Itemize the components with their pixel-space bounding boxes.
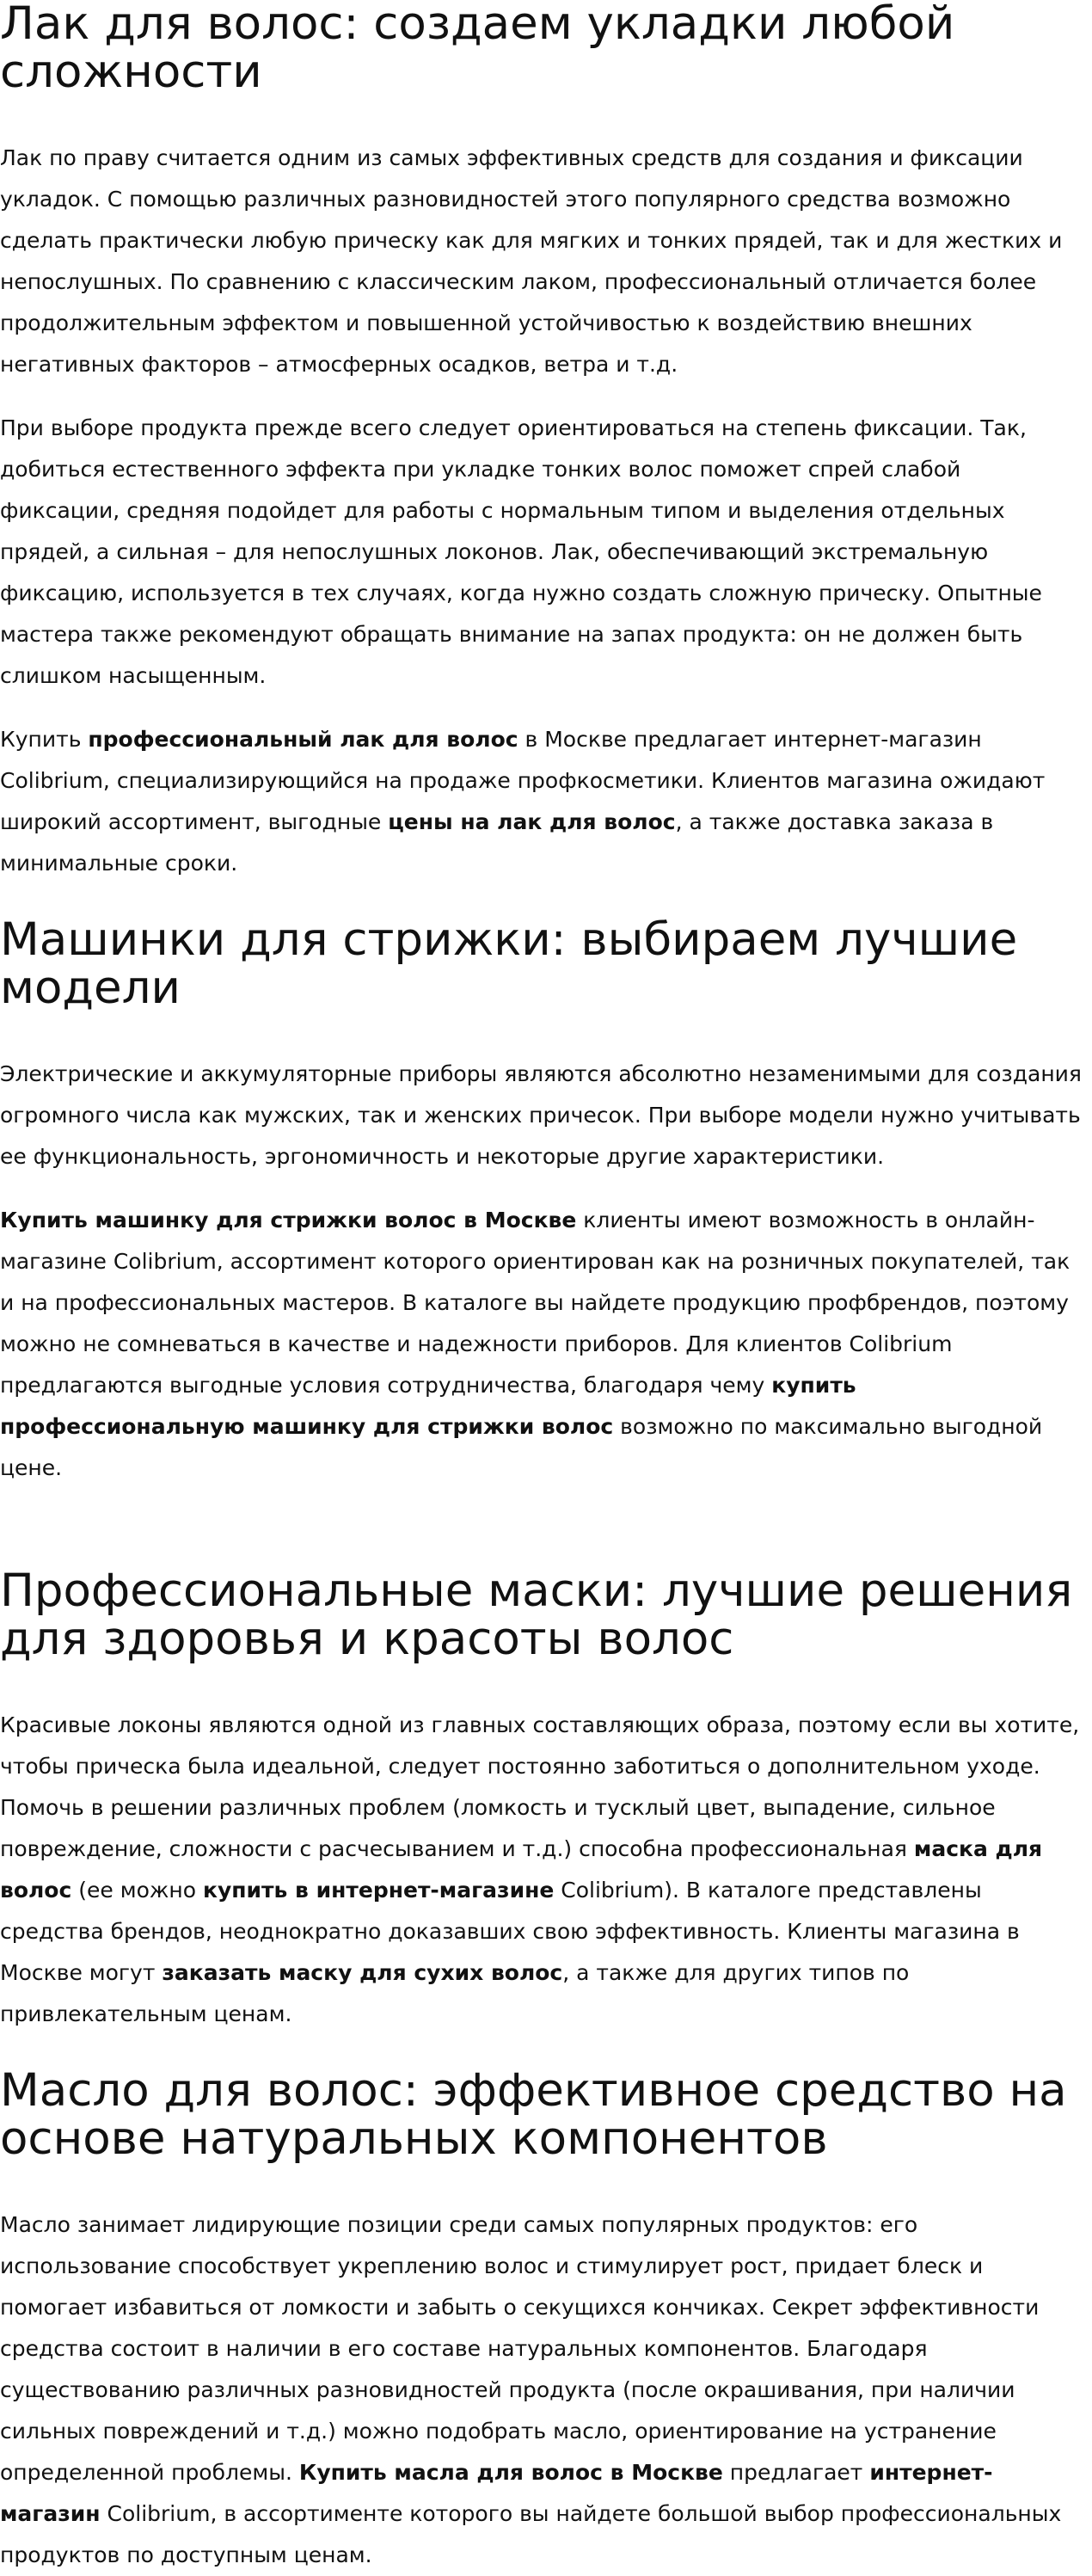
keyword-bold: купить профессиональную машинку для стрижки волос [0,1373,856,1439]
paragraph [0,1054,1085,1177]
paragraph [0,408,1085,697]
keyword-bold: купить в интернет-магазине [203,1878,555,1903]
text-run: Лак по праву считается одним из самых эффективных средств для создания и фиксации укладок. С помощью различных разновидностей этого популярного средства возможно сделать практически любую прическу как для мягких и тонких прядей, так и для жестких и непослушных. По сравнению с классическим лаком, профессиональный отличается более продолжительным эффектом и повышенной устойчивостью к воздействию внешних негативных факторов – атмосферных осадков, ветра и т.д. [0,145,1063,377]
keyword-bold: заказать маску для сухих волос [162,1960,563,1985]
paragraph [0,1200,1085,1489]
text-run: в Москве предлагает интернет-магазин Colibrium, специализирующийся на продаже профкосметики. Клиентов магазина ожидают широкий ассортимент, выгодные [0,727,1046,834]
keyword-bold: профессиональный лак для волос [88,727,518,752]
section-hair-oil [0,2064,1085,2576]
section-hair-clippers [0,913,1085,1489]
text-run: При выборе продукта прежде всего следует ориентироваться на степень фиксации. Так, добиться естественного эффекта при укладке тонких волос поможет спрей слабой фиксации, средняя подойдет для работы с нормальным типом и выделения отдельных прядей, а сильная – для непослушных локонов. Лак, обеспечивающий экстремальную фиксацию, используется в тех случаях, когда нужно создать сложную прическу. Опытные мастера также рекомендуют обращать внимание на запах продукта: он не должен быть слишком насыщенным. [0,415,1042,688]
keyword-bold: интернет-магазин [0,2460,993,2526]
section-title: Масло для волос: эффективное средство на основе натуральных компонентов [0,2064,1067,2165]
text-run: Электрические и аккумуляторные приборы являются абсолютно незаменимыми для создания огромного числа как мужских, так и женских причесок. При выборе модели нужно учитывать ее функциональность, эргономичность и некоторые другие характеристики. [0,1061,1082,1169]
keyword-bold: цены на лак для волос [388,809,676,834]
text-run: клиенты имеют возможность в онлайн-магазине Colibrium, ассортимент которого ориентирован как на розничных покупателей, так и на профессиональных мастеров. В каталоге вы найдете продукцию профбрендов, поэтому можно не сомневаться в качестве и надежности приборов. Для клиентов Colibrium предлагаются выгодные условия сотрудничества, благодаря чему [0,1208,1071,1398]
text-run: Colibrium, в ассортименте которого вы найдете большой выбор профессиональных продуктов по доступным ценам. [0,2501,1062,2567]
text-run: Colibrium). В каталоге представлены средства брендов, неоднократно доказавших свою эффективность. Клиенты магазина в Москве могут [0,1878,1020,1985]
keyword-bold: маска для волос [0,1836,1043,1903]
section-title: Лак для волос: создаем укладки любой сложности [0,0,955,98]
keyword-bold: Купить машинку для стрижки волос в Москве [0,1208,577,1233]
text-run: предлагает [722,2460,870,2485]
text-run: Красивые локоны являются одной из главных составляющих образа, поэтому если вы хотите, чтобы прическа была идеальной, следует постоянно заботиться о дополнительном уходе. Помочь в решении различных проблем (ломкость и тусклый цвет, выпадение, сильное повреждение, сложности с расчесыванием и т.д.) способна профессиональная [0,1712,1080,1861]
text-run: возможно по максимально выгодной цене. [0,1414,1043,1480]
text-run: Купить [0,727,89,752]
section-hair-spray [0,0,1085,884]
paragraph [0,2204,1085,2576]
text-run: Масло занимает лидирующие позиции среди самых популярных продуктов: его использование способствует укреплению волос и стимулирует рост, придает блеск и помогает избавиться от ломкости и забыть о секущихся кончиках. Секрет эффективности средства состоит в наличии в его составе натуральных компонентов. Благодаря существованию различных разновидностей продукта (после окрашивания, при наличии сильных повреждений и т.д.) можно подобрать масло, ориентирование на устранение определенной проблемы. [0,2212,1040,2485]
keyword-bold: Купить масла для волос в Москве [298,2460,723,2485]
paragraph [0,138,1085,385]
paragraph [0,1705,1085,2035]
text-run: (ее можно [71,1878,203,1903]
text-run: , а также доставка заказа в минимальные сроки. [0,809,994,876]
section-title: Машинки для стрижки: выбираем лучшие модели [0,913,1018,1014]
text-run: , а также для других типов по привлекательным ценам. [0,1960,910,2026]
paragraph [0,719,1085,884]
section-title: Профессиональные маски: лучшие решения для здоровья и красоты волос [0,1565,1073,1665]
section-hair-masks [0,1567,1085,2035]
